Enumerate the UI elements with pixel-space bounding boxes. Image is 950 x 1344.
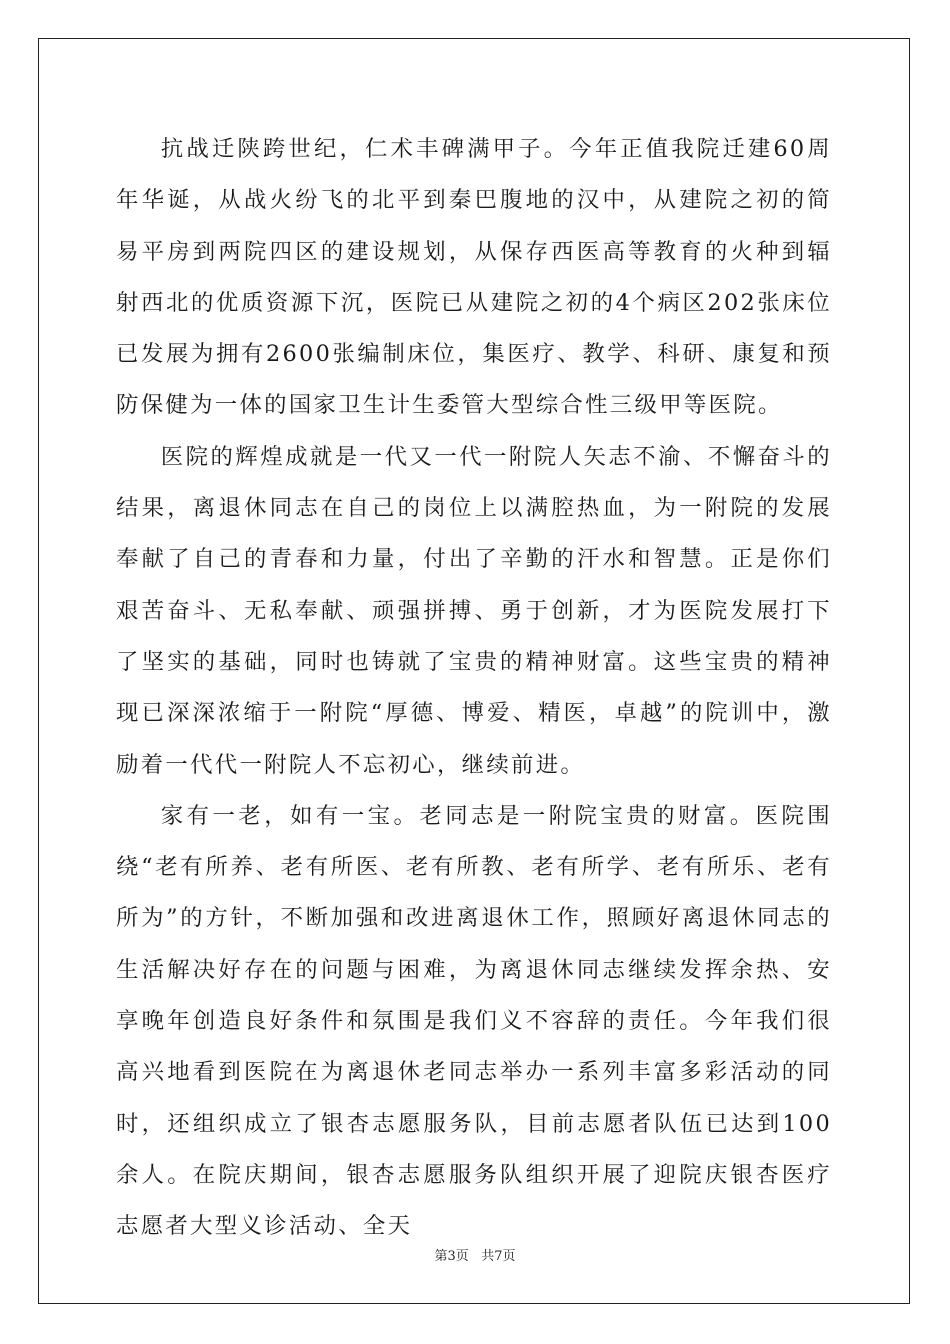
page-total: 共7页 [481,1249,516,1264]
paragraph-1: 抗战迁陕跨世纪，仁术丰碑满甲子。今年正值我院迁建60周年华诞，从战火纷飞的北平到秦巴腹地的汉中，从建院之初的简易平房到两院四区的建设规划，从保存西医高等教育的火种到辐射西北的优质资源下沉，医院已从建院之初的4个病区202张床位已发展为拥有2600张编制床位，集医疗、教学、科研、康复和预防保健为一体的国家卫生计生委管大型综合性三级甲等医院。 [116,136,832,419]
page-number: 第3页 [434,1249,469,1264]
page-footer [0,1245,950,1264]
paragraph-3: 家有一老，如有一宝。老同志是一附院宝贵的财富。医院围绕“老有所养、老有所医、老有所教、老有所学、老有所乐、老有所为”的方针，不断加强和改进离退休工作，照顾好离退休同志的生活解决好存在的问题与困难，为离退休同志继续发挥余热、安享晚年创造良好条件和氛围是我们义不容辞的责任。今年我们很高兴地看到医院在为离退休老同志举办一系列丰富多彩活动的同时，还组织成立了银杏志愿服务队，目前志愿者队伍已达到100余人。在院庆期间，银杏志愿服务队组织开展了迎院庆银杏医疗志愿者大型义诊活动、全天 [116,802,832,1240]
document-body [116,124,832,1253]
paragraph-2: 医院的辉煌成就是一代又一代一附院人矢志不渝、不懈奋斗的结果，离退休同志在自己的岗位上以满腔热血，为一附院的发展奉献了自己的青春和力量，付出了辛勤的汗水和智慧。正是你们艰苦奋斗、无私奉献、顽强拼搏、勇于创新，才为医院发展打下了坚实的基础，同时也铸就了宝贵的精神财富。这些宝贵的精神现已深深浓缩于一附院“厚德、博爱、精医，卓越”的院训中，激励着一代代一附院人不忘初心，继续前进。 [116,443,832,778]
